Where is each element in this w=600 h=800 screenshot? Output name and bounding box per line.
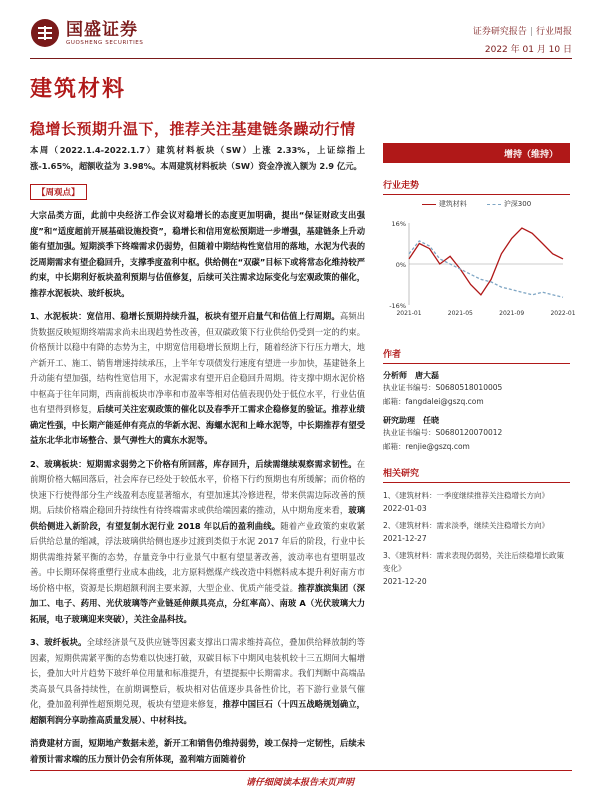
paragraph-fiberglass — [30, 635, 365, 728]
analyst-1-email: 邮箱：fangdalei@gszq.com — [383, 397, 484, 406]
glass-body: 在前期价格大幅回落后，社会库存已经处于较低水平，价格下行约预期也有所缓解；而价格的快速下行使得部分生产线盈利态度显著缩水，有望加速其冷修进程，带来供需边际改善的预期。后续价格端企稳回升持续性有待终端需求或供给端因素的推动，从中期角度来看， — [30, 458, 365, 515]
related-list — [383, 489, 570, 586]
logo-name-en: GUOSHENG SECURITIES — [66, 39, 144, 46]
summary: 本周（2022.1.4-2022.1.7）建筑材料板块（SW）上涨 2.33%，上证综指上涨-1.65%，超额收益为 3.98%。本周建筑材料板块（SW）资金净流入额为 2.9 亿元。 — [30, 145, 365, 171]
rating-badge: 增持（维持） — [383, 143, 570, 163]
analyst-2 — [383, 415, 570, 454]
footer-divider — [30, 770, 572, 771]
related-date-2: 2021-12-27 — [383, 534, 427, 543]
logo — [30, 18, 143, 48]
paragraph-glass — [30, 457, 365, 628]
x-tick-label: 2021-01 — [396, 310, 422, 317]
trend-chart — [383, 215, 576, 335]
report-date: 2022 年 01 月 10 日 — [484, 45, 572, 55]
logo-name-cn: 国盛证券 — [66, 19, 138, 40]
analyst-2-name: 任晓 — [423, 416, 439, 425]
sidebar — [383, 143, 576, 586]
related-item-2[interactable]: 2、《建筑材料：需求淡季，继续关注稳增长方向》 — [383, 521, 550, 530]
analyst-1-line — [383, 370, 570, 381]
legend-item-hs300 — [487, 199, 531, 209]
paragraph-overview: 大宗品类方面，此前中央经济工作会议对稳增长的态度更加明确，提出“保证财政支出强度”和“适度超前开展基础设施投资”，稳增长和信用宽松预期进一步增强，基建链条上升动能有望加强。短期淡季下终端需求仍弱势，但随着中期结构性宽信用的落地，水泥为代表的泛周期需求有望企稳回升，支撑季度盈利中枢。供给侧在“双碳”目标下或将常态化维持较严约束，中长期利好板块盈利预期与估值修复，后续可关注需求边际变化与宏观政策的催化，推荐水泥板块、玻纤板块。 — [30, 210, 365, 298]
guosheng-logo-icon — [30, 18, 60, 48]
trend-chart-svg — [383, 215, 576, 325]
analyst-2-role: 研究助理 — [383, 416, 415, 425]
industry-title: 建筑材料 — [30, 76, 127, 102]
legend-item-materials — [422, 199, 467, 209]
y-tick-label: 16% — [391, 220, 406, 228]
page-header — [0, 0, 600, 60]
footer-disclaimer: 请仔细阅读本报告末页声明 — [245, 778, 354, 788]
glass-highlight: 玻璃供给侧进入新阶段，有望复制水泥行业 2018 年以后的盈利曲线。 — [30, 505, 365, 531]
analyst-2-cert: 执业证书编号：S0680120070012 — [383, 428, 503, 437]
legend-label-hs300: 沪深300 — [503, 200, 532, 208]
trend-title: 行业走势 — [383, 178, 570, 195]
related-item-3[interactable]: 3、《建筑材料：需求表现仍弱势，关注后续稳增长政策变化》 — [383, 551, 565, 573]
report-sub-label: 行业周报 — [535, 27, 572, 37]
y-tick-label: 0% — [395, 261, 406, 269]
paragraph-consumer-materials: 消费建材方面，短期地产数据未差，新开工和销售仍维持弱势，竣工保持一定韧性，后续未着预计需求端的压力预计仍会有所体现，盈利端方面随着价 — [30, 738, 365, 764]
x-tick-label: 2021-05 — [447, 310, 473, 317]
x-tick-label: 2021-09 — [499, 310, 525, 317]
glass-highlight-2: 推荐旗滨集团（深加工、电子、药用、光伏玻璃等产业链延伸颇具亮点，分红率高）、南玻 A（光伏玻璃大力拓展，电子玻璃迎来突破），关注金晶科技。 — [30, 582, 365, 624]
related-item-1[interactable]: 1、《建筑材料：一季度继续推荐关注稳增长方向》 — [383, 491, 550, 500]
analyst-2-email: 邮箱：renjie@gszq.com — [383, 442, 470, 451]
glass-title: 2、玻璃板块：短期需求弱势之下价格有所回落，库存回升，后续需继续观察需求韧性。 — [30, 458, 357, 469]
analyst-1-name: 唐大磊 — [415, 371, 439, 380]
main-column — [30, 143, 365, 767]
report-headline: 稳增长预期升温下，推荐关注基建链条躁动行情 — [30, 120, 356, 138]
chart-legend — [383, 199, 570, 209]
legend-label-materials: 建筑材料 — [438, 200, 467, 208]
analyst-1-role: 分析师 — [383, 371, 407, 380]
series-line-hs300 — [409, 241, 563, 297]
section-tag: 【周观点】 — [30, 184, 87, 200]
report-type-label: 证券研究报告 — [472, 27, 527, 37]
analyst-1-cert: 执业证书编号：S0680518010005 — [383, 383, 503, 392]
x-tick-label: 2022-01 — [550, 310, 576, 317]
report-type: 证券研究报告 | 行业周报 — [472, 27, 572, 37]
related-date-1: 2022-01-03 — [383, 504, 427, 513]
paragraph-cement — [30, 309, 365, 449]
analysts-title: 作者 — [383, 347, 570, 364]
fiberglass-highlight: 推荐中国巨石（十四五战略规划确立，超额利润分享助推高质量发展）、中材科技。 — [30, 699, 365, 725]
glass-body-2: 随着产业政策约束收紧后供给总量的缩减，浮法玻璃供给侧也逐步过渡到类似于水泥 2017 年后的阶段，行业中长期供需维持紧平衡的态势，存量竞争中行业景气中枢有望显著改善，波动率也有望明显改善。中长期环保将重塑行业成本曲线，北方原料燃煤产线改造中料燃料成本提升利好南方市场价格中枢，资源是长期超额利润主要来源，大型企业、优质产能受益。 — [30, 520, 365, 593]
fiberglass-body: 全球经济景气及供应链等因素支撑出口需求维持高位，叠加供给释放制约等因素，短期供需紧平衡的态势难以快速打破，双碳目标下中期风电装机较十三五期间大幅增长，叠加大叶片趋势下玻纤单位用量和标准提升，有望提振中长期需求。我们判断中高端品类高景气具备持续性，在前期调整后，板块相对估值逐步具备性价比，若下游行业景气催化，叠加盈利弹性超预期兑现，板块有望迎来修复， — [30, 637, 365, 709]
header-divider — [30, 58, 572, 59]
analyst-1 — [383, 370, 570, 409]
fiberglass-title: 3、玻纤板块。 — [30, 637, 87, 647]
y-tick-label: -16% — [389, 302, 406, 310]
cement-body: 高频出货数据反映短期终端需求尚未出现趋势性改善，但双碳政策下行业供给仍受到一定的约束。价格预计以稳中有降的态势为主，中期宽信用稳增长预期上行，随着经济下行压力增大，地产新开工、施工、销售增速持续承压，上半年专项债发行速度有望进一步加快，基建链条上升动能有望加强，结构性宽信用下，水泥需求有望开启企稳回升周期。待支撑中期水泥价格中枢高于往年同期，西南前板块市净率和市盈率等相对估值表现仍处于低位水平，行业估值也有望得到修复， — [30, 311, 365, 414]
related-title: 相关研究 — [383, 466, 570, 483]
related-date-3: 2021-12-20 — [383, 577, 427, 586]
series-line-materials — [409, 228, 563, 295]
cement-title: 1、水泥板块：宽信用、稳增长预期持续升温，板块有望开启量气和估值上行周期。 — [30, 311, 340, 321]
analyst-2-line — [383, 415, 570, 426]
cement-highlight: 后续可关注宏观政策的催化以及春季开工需求企稳修复的验证。推荐业绩确定性强，中长期产能延伸有亮点的华新水泥、海螺水泥和上峰水泥等，中长期推荐有望受益东北华北市场整合、景气弹性大的冀东水泥等。 — [30, 404, 365, 445]
